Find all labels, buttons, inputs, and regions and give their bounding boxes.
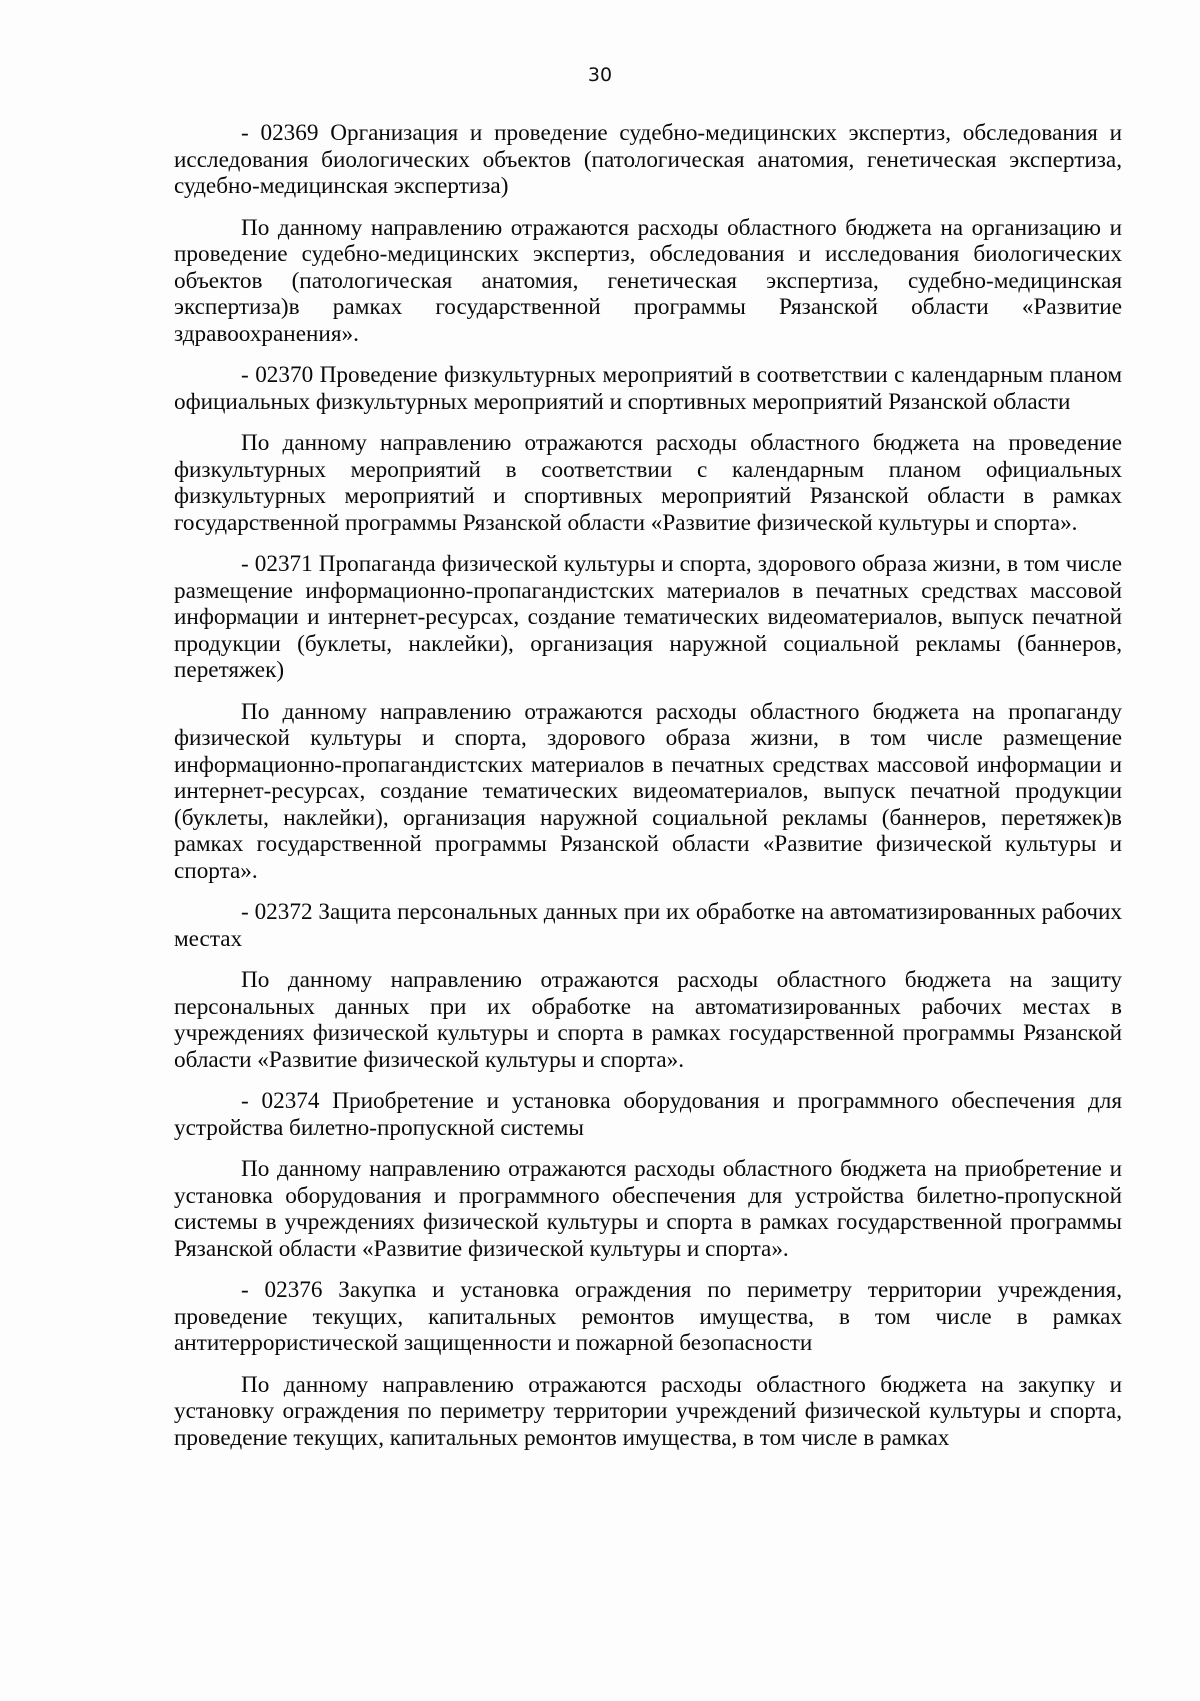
item-heading-02370: - 02370 Проведение физкультурных мероприятий в соответствии с календарным планом официальных физкультурных мероприятий и спортивных мероприятий Рязанской области (174, 362, 1122, 415)
item-heading-02372: - 02372 Защита персональных данных при их обработке на автоматизированных рабочих местах (174, 899, 1122, 952)
item-description-02376: По данному направлению отражаются расходы областного бюджета на закупку и установку ограждения по периметру территории учреждений физической культуры и спорта, проведение текущих, капитальных ремонтов имущества, в том числе в рамках (174, 1371, 1122, 1451)
item-heading-02371: - 02371 Пропаганда физической культуры и спорта, здорового образа жизни, в том числе размещение информационно-пропагандистских материалов в печатных средствах массовой информации и интернет-ресурсах, создание тематических видеоматериалов, выпуск печатной продукции (буклеты, наклейки), организация наружной социальной рекламы (баннеров, перетяжек) (174, 551, 1122, 683)
item-description-02372: По данному направлению отражаются расходы областного бюджета на защиту персональных данных при их обработке на автоматизированных рабочих местах в учреждениях физической культуры и спорта в рамках государственной программы Рязанской области «Развитие физической культуры и спорта». (174, 967, 1122, 1073)
item-heading-02374: - 02374 Приобретение и установка оборудования и программного обеспечения для устройства билетно-пропускной системы (174, 1088, 1122, 1141)
item-heading-02369: - 02369 Организация и проведение судебно-медицинских экспертиз, обследования и исследования биологических объектов (патологическая анатомия, генетическая экспертиза, судебно-медицинская экспертиза) (174, 120, 1122, 199)
item-description-02374: По данному направлению отражаются расходы областного бюджета на приобретение и установка оборудования и программного обеспечения для устройства билетно-пропускной системы в учреждениях физической культуры и спорта в рамках государственной программы Рязанской области «Развитие физической культуры и спорта». (174, 1156, 1122, 1262)
document-body (174, 120, 1122, 1466)
item-description-02369: По данному направлению отражаются расходы областного бюджета на организацию и проведение судебно-медицинских экспертиз, обследования и исследования биологических объектов (патологическая анатомия, генетическая экспертиза, судебно-медицинская экспертиза)в рамках государственной программы Рязанской области «Развитие здравоохранения». (174, 214, 1122, 347)
item-description-02370: По данному направлению отражаются расходы областного бюджета на проведение физкультурных мероприятий в соответствии с календарным планом официальных физкультурных мероприятий и спортивных мероприятий Рязанской области в рамках государственной программы Рязанской области «Развитие физической культуры и спорта». (174, 430, 1122, 536)
item-heading-02376: - 02376 Закупка и установка ограждения по периметру территории учреждения, проведение текущих, капитальных ремонтов имущества, в том числе в рамках антитеррористической защищенности и пожарной безопасности (174, 1277, 1122, 1356)
item-description-02371: По данному направлению отражаются расходы областного бюджета на пропаганду физической культуры и спорта, здорового образа жизни, в том числе размещение информационно-пропагандистских материалов в печатных средствах массовой информации и интернет-ресурсах, создание тематических видеоматериалов, выпуск печатной продукции (буклеты, наклейки), организация наружной социальной рекламы (баннеров, перетяжек)в рамках государственной программы Рязанской области «Развитие физической культуры и спорта». (174, 698, 1122, 884)
page-number: 30 (587, 64, 613, 86)
